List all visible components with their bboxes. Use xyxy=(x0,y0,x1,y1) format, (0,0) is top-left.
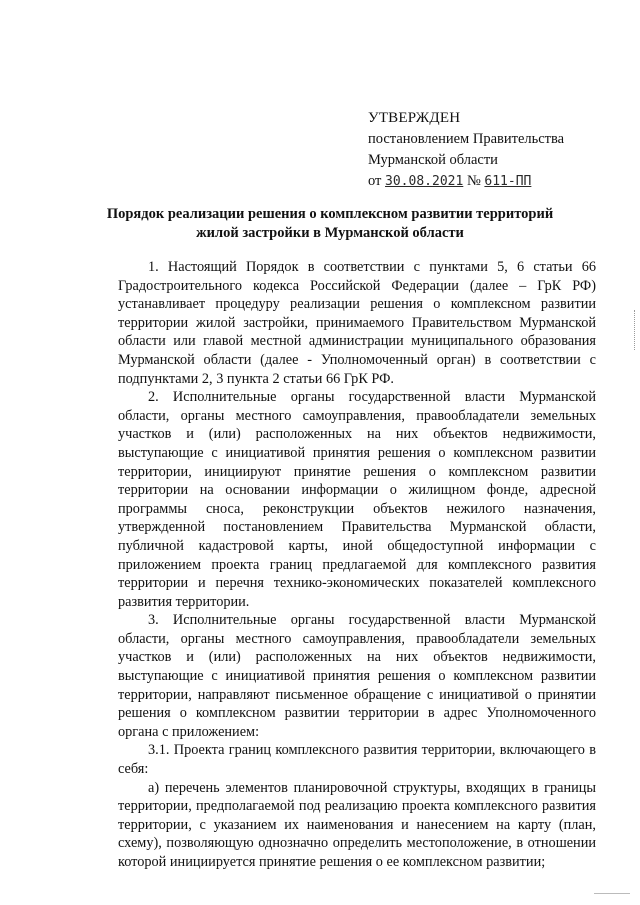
approval-number: 611-ПП xyxy=(484,174,532,189)
approval-number-prefix: № xyxy=(463,173,485,189)
title-line-1: Порядок реализации решения о комплексном развитии территорий xyxy=(106,206,554,222)
paragraph-3-1-a: а) перечень элементов планировочной структуры, входящих в границы территории, предполагаемой под реализацию проекта комплексного развития территории, с указанием их наименования и нанесением на карту (план, схему), позволяющую однозначно определить местоположение, в отношении которой инициируется принятие решения о ее комплексном развитии; xyxy=(118,779,596,870)
approval-date: 30.08.2021 xyxy=(385,174,464,189)
approval-line-resolution: постановлением Правительства xyxy=(368,131,565,147)
paragraph-3-1: 3.1. Проекта границ комплексного развития территории, включающего в себя: xyxy=(118,742,596,778)
approval-heading: УТВЕРЖДЕН xyxy=(368,110,461,126)
approval-date-prefix: от xyxy=(368,173,386,189)
scan-footer-mark xyxy=(594,893,630,900)
paragraph-2: 2. Исполнительные органы государственной власти Мурманской области, органы местного самоуправления, правообладатели земельных участков и (или) расположенных на них объектов недвижимости, выступающие с инициативой принятия решения о комплексном развитии территории, инициируют принятие решения о комплексном развитии территории на основании информации о жилищном фонде, адресной программы сноса, реконструкции объектов нежилого назначения, утвержденной постановлением Правительства Мурманской области, публичной кадастровой карты, иной общедоступной информации с приложением проекта границ предлагаемой для комплексного развития территории и перечня технико-экономических показателей комплексного развития территории. xyxy=(118,389,596,610)
document-body xyxy=(118,258,596,872)
title-line-2: жилой застройки в Мурманской области xyxy=(196,225,464,241)
document-title xyxy=(100,205,560,243)
paragraph-3: 3. Исполнительные органы государственной власти Мурманской области, органы местного самоуправления, правообладатели земельных участков и (или) расположенных на них объектов недвижимости, выступающие с инициативой принятия решения о комплексном развитии территории, направляют письменное обращение с инициативой о принятии решения о комплексном развитии территории в адрес Уполномоченного органа с приложением: xyxy=(118,612,596,740)
paragraph-1: 1. Настоящий Порядок в соответствии с пунктами 5, 6 статьи 66 Градостроительного кодекса Российской Федерации (далее – ГрК РФ) устанавливает процедуру реализации решения о комплексном развитии территории жилой застройки, принимаемого Правительством Мурманской области или главой местной администрации муниципального образования Мурманской области (далее - Уполномоченный орган) в соответствии с подпунктами 2, 3 пункта 2 статьи 66 ГрК РФ. xyxy=(118,259,596,387)
approval-line-region: Мурманской области xyxy=(368,152,498,168)
scan-edge-mark xyxy=(634,310,637,350)
approval-block xyxy=(368,108,618,192)
approval-date-line xyxy=(368,171,618,192)
